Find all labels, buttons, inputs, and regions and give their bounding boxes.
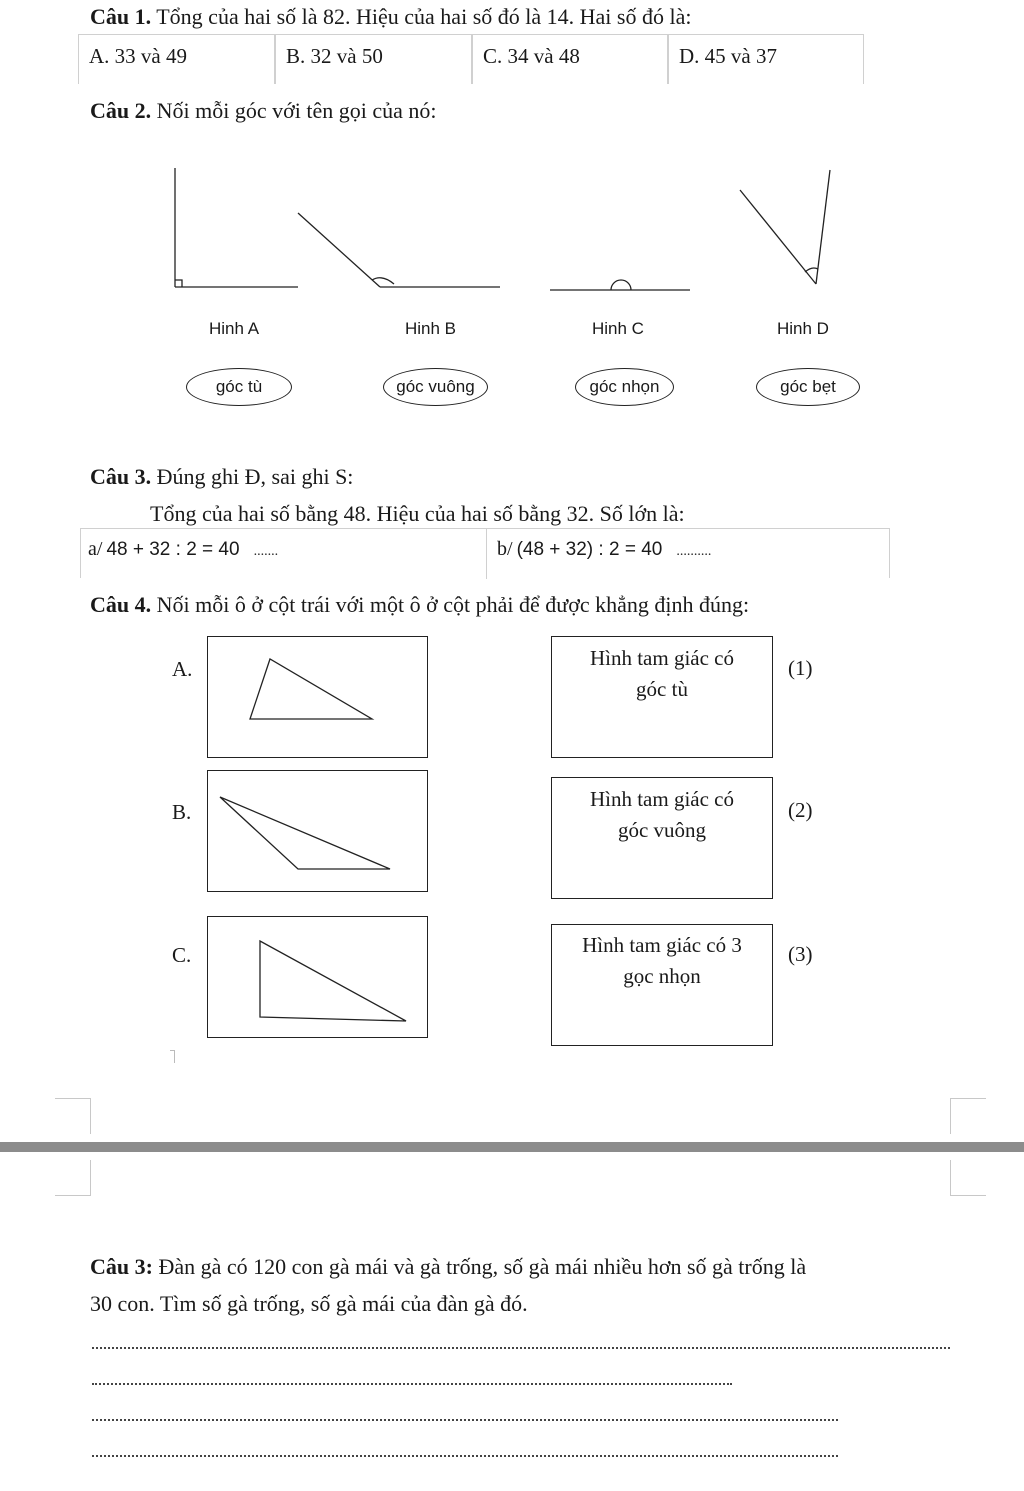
q3-a-expression: 48 + 32 : 2 = 40	[106, 539, 240, 560]
q5-label: Câu 3:	[90, 1254, 153, 1279]
q5-line1	[90, 1254, 806, 1280]
figure-d-label: Hinh D	[777, 319, 829, 338]
q4-right-text-2-line2: góc vuông	[617, 818, 707, 842]
q4-right-text-1-line2: góc tù	[636, 677, 688, 701]
figure-b-label: Hinh B	[405, 319, 457, 338]
q1-option-d[interactable]: D. 45 và 37	[668, 34, 864, 84]
q3-statement-a	[88, 538, 278, 561]
q4-right-number-3: (3)	[788, 942, 813, 966]
angle-name-straight[interactable]: góc bẹt	[756, 368, 860, 406]
angle-name-obtuse[interactable]: góc tù	[186, 368, 292, 406]
figure-c-straight-angle	[550, 280, 690, 290]
q1-label: Câu 1.	[90, 4, 152, 29]
q1-text: Tổng của hai số là 82. Hiệu của hai số đó là 14. Hai số đó là:	[156, 4, 692, 29]
q4-left-label-b: B.	[172, 800, 192, 824]
q3-text: Đúng ghi Đ, sai ghi S:	[156, 464, 354, 489]
q4-right-text-3-line2: gọc nhọn	[623, 964, 701, 988]
q4-left-box-a[interactable]	[207, 636, 428, 758]
angle-name-right[interactable]: góc vuông	[383, 368, 488, 406]
q3-problem: Tổng của hai số bằng 48. Hiệu của hai số bằng 32. Số lớn là:	[150, 501, 685, 526]
q1-option-b[interactable]: B. 32 và 50	[275, 34, 472, 84]
angle-name-acute[interactable]: góc nhọn	[575, 368, 674, 406]
figure-a-label: Hinh A	[209, 319, 260, 338]
answer-line-3[interactable]	[92, 1419, 838, 1421]
q4-right-text-3	[551, 930, 773, 992]
q3-b-answer-blank[interactable]: ..........	[676, 544, 712, 559]
q4-left-box-b[interactable]	[207, 770, 428, 892]
answer-line-1[interactable]	[92, 1347, 950, 1349]
q4-label: Câu 4.	[90, 592, 152, 617]
q2-text: Nối mỗi góc với tên gọi của nó:	[156, 98, 437, 123]
q2-label: Câu 2.	[90, 98, 152, 123]
q3-table-divider	[486, 529, 487, 579]
q3-b-expression: (48 + 32) : 2 = 40	[516, 539, 663, 560]
triangle-right-icon	[208, 917, 426, 1035]
q4-left-label-a: A.	[172, 657, 193, 681]
answer-line-2[interactable]	[92, 1383, 732, 1385]
q4-right-text-2	[551, 784, 773, 846]
q3-heading	[90, 464, 353, 490]
q4-right-number-2: (2)	[788, 798, 813, 822]
q4-right-number-1: (1)	[788, 656, 813, 680]
stray-mark	[170, 1050, 175, 1063]
q4-text: Nối mỗi ô ở cột trái với một ô ở cột phải để được khẳng định đúng:	[156, 592, 750, 617]
page-separator	[0, 1142, 1024, 1152]
q4-right-text-1-line1: Hình tam giác có	[589, 646, 735, 670]
page-corner-mark-top-left	[55, 1098, 91, 1134]
page-corner-mark-bottom-left	[55, 1160, 91, 1196]
q4-left-box-c[interactable]	[207, 916, 428, 1038]
q4-right-text-2-line1: Hình tam giác có	[589, 787, 735, 811]
q1-option-c[interactable]: C. 34 và 48	[472, 34, 668, 84]
q3-b-prefix: b/	[497, 538, 513, 560]
q4-heading	[90, 592, 749, 618]
page-corner-mark-top-right	[950, 1098, 986, 1134]
q3-statement-b	[497, 538, 711, 561]
q4-right-text-3-line1: Hình tam giác có 3	[582, 933, 742, 957]
q3-label: Câu 3.	[90, 464, 152, 489]
triangle-obtuse-icon	[208, 771, 426, 889]
q3-a-answer-blank[interactable]: .......	[253, 544, 279, 559]
q1-option-a[interactable]: A. 33 và 49	[78, 34, 275, 84]
page-corner-mark-bottom-right	[950, 1160, 986, 1196]
figure-b-obtuse-angle	[298, 213, 500, 287]
triangle-acute-icon	[208, 637, 426, 755]
figure-c-label: Hinh C	[592, 319, 644, 338]
answer-line-4[interactable]	[92, 1455, 838, 1457]
q4-right-text-1	[551, 643, 773, 705]
q5-text-line1: Đàn gà có 120 con gà mái và gà trống, số gà mái nhiều hơn số gà trống là	[158, 1254, 807, 1279]
figure-a-right-angle	[175, 168, 298, 287]
q2-heading	[90, 98, 437, 124]
figure-d-acute-angle	[740, 170, 830, 284]
q3-a-prefix: a/	[88, 538, 103, 560]
q1-heading	[90, 4, 691, 30]
q4-left-label-c: C.	[172, 943, 192, 967]
angle-figures	[0, 150, 1024, 310]
q5-text-line2: 30 con. Tìm số gà trống, số gà mái của đàn gà đó.	[90, 1291, 528, 1316]
